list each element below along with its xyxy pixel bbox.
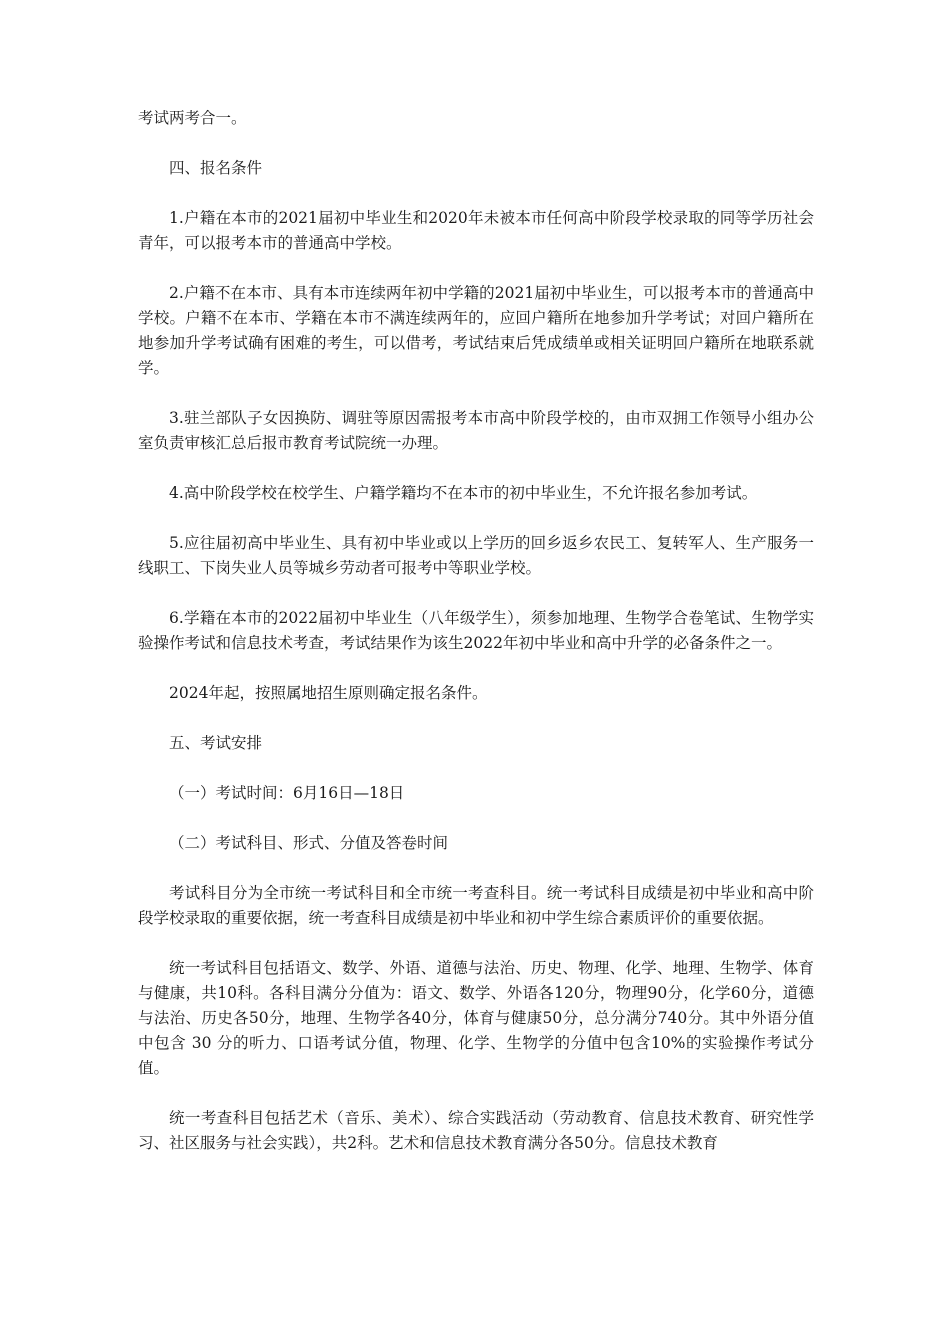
paragraph-condition-2: 2.户籍不在本市、具有本市连续两年初中学籍的2021届初中毕业生，可以报考本市的普通高中学校。户籍不在本市、学籍在本市不满连续两年的，应回户籍所在地参加升学考试；对回户籍所在地参加升学考试确有困难的考生，可以借考，考试结束后凭成绩单或相关证明回户籍所在地联系就学。 bbox=[138, 284, 814, 377]
paragraph-condition-3: 3.驻兰部队子女因换防、调驻等原因需报考本市高中阶段学校的，由市双拥工作领导小组办公室负责审核汇总后报市教育考试院统一办理。 bbox=[138, 409, 814, 452]
subheading-exam-time: （一）考试时间：6月16日—18日 bbox=[169, 784, 405, 802]
section-heading-registration: 四、报名条件 bbox=[169, 159, 263, 177]
document-page bbox=[138, 106, 814, 1156]
paragraph-2024-note: 2024年起，按照属地招生原则确定报名条件。 bbox=[169, 684, 488, 702]
paragraph-continuation: 考试两考合一。 bbox=[138, 109, 247, 127]
paragraph-condition-6: 6.学籍在本市的2022届初中毕业生（八年级学生），须参加地理、生物学合卷笔试、生物学实验操作考试和信息技术考查，考试结果作为该生2022年初中毕业和高中升学的必备条件之一。 bbox=[138, 609, 814, 652]
paragraph-condition-1: 1.户籍在本市的2021届初中毕业生和2020年未被本市任何高中阶段学校录取的同等学历社会青年，可以报考本市的普通高中学校。 bbox=[138, 209, 814, 252]
section-heading-exam-schedule: 五、考试安排 bbox=[169, 734, 263, 752]
paragraph-condition-5: 5.应往届初高中毕业生、具有初中毕业或以上学历的回乡返乡农民工、复转军人、生产服务一线职工、下岗失业人员等城乡劳动者可报考中等职业学校。 bbox=[138, 534, 814, 577]
subheading-exam-subjects: （二）考试科目、形式、分值及答卷时间 bbox=[169, 834, 449, 852]
paragraph-condition-4: 4.高中阶段学校在校学生、户籍学籍均不在本市的初中毕业生，不允许报名参加考试。 bbox=[169, 484, 758, 502]
paragraph-unified-review-subjects: 统一考查科目包括艺术（音乐、美术）、综合实践活动（劳动教育、信息技术教育、研究性学习、社区服务与社会实践），共2科。艺术和信息技术教育满分各50分。信息技术教育 bbox=[138, 1109, 814, 1152]
paragraph-subject-overview: 考试科目分为全市统一考试科目和全市统一考查科目。统一考试科目成绩是初中毕业和高中阶段学校录取的重要依据，统一考查科目成绩是初中毕业和初中学生综合素质评价的重要依据。 bbox=[138, 884, 814, 927]
paragraph-unified-exam-subjects: 统一考试科目包括语文、数学、外语、道德与法治、历史、物理、化学、地理、生物学、体育与健康，共10科。各科目满分分值为：语文、数学、外语各120分，物理90分，化学60分，道德与法治、历史各50分，地理、生物学各40分，体育与健康50分，总分满分740分。其中外语分值中包含 30 分的听力、口语考试分值，物理、化学、生物学的分值中包含10%的实验操作考试分值。 bbox=[138, 959, 814, 1077]
